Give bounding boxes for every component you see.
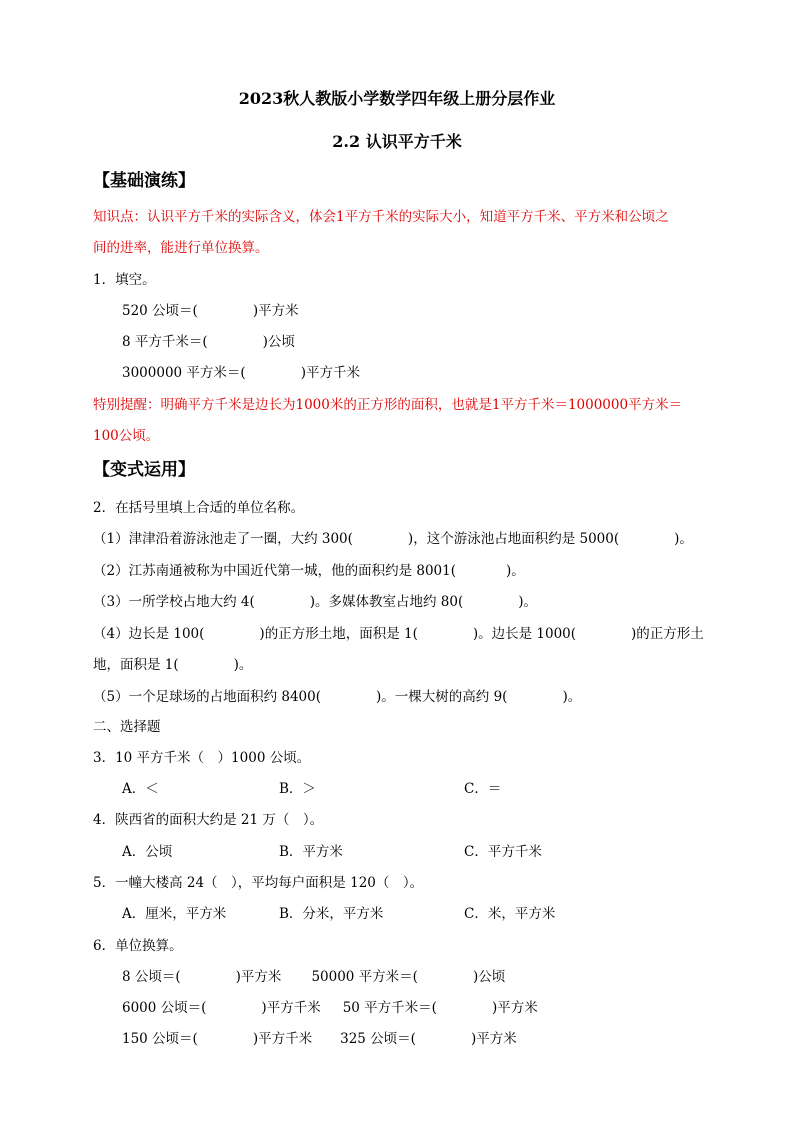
text: 6000 公顷＝( xyxy=(122,1000,207,1016)
text: )。边长是 1000( xyxy=(472,626,577,642)
question-3-option-a[interactable]: A．＜ xyxy=(122,781,159,797)
question-6-row-1 xyxy=(122,968,505,986)
text: （1）津津沿着游泳池走了一圈，大约 300( xyxy=(93,531,353,547)
section-variant-application: 【变式运用】 xyxy=(93,460,195,480)
question-2-line-5 xyxy=(93,688,581,706)
text: )。 xyxy=(233,657,253,673)
question-1-item-3 xyxy=(122,364,360,382)
text: （3）一所学校占地大约 4( xyxy=(93,594,255,610)
blank-prefix: 8 平方千米＝( xyxy=(122,334,208,350)
question-4-option-b[interactable]: B．平方米 xyxy=(279,844,343,860)
question-1-title: 1．填空。 xyxy=(93,272,156,288)
blank-suffix: )公顷 xyxy=(262,334,295,350)
question-5-option-b[interactable]: B．分米，平方米 xyxy=(279,906,384,922)
tip-line-1: 特别提醒：明确平方千米是边长为1000米的正方形的面积，也就是1平方千米＝1000000平方米＝ xyxy=(93,397,683,413)
text: )公顷 xyxy=(472,969,506,985)
part-2-heading: 二、选择题 xyxy=(93,719,161,735)
text: 50000 平方米＝( xyxy=(311,969,418,985)
question-1-item-1 xyxy=(122,302,299,320)
question-6-row-3 xyxy=(122,1030,517,1048)
text: )。一棵大树的高约 9( xyxy=(376,689,508,705)
question-3-option-b[interactable]: B．＞ xyxy=(279,781,316,797)
text: （4）边长是 100( xyxy=(93,626,205,642)
section-basic-practice: 【基础演练】 xyxy=(93,171,195,191)
question-5-stem: 5．一幢大楼高 24（ ），平均每户面积是 120（ ）。 xyxy=(93,875,424,891)
text: （2）江苏南通被称为中国近代第一城，他的面积约是 8001( xyxy=(93,563,457,579)
question-2-title: 2．在括号里填上合适的单位名称。 xyxy=(93,500,305,516)
text: )的正方形土 xyxy=(631,626,704,642)
question-2-line-2 xyxy=(93,562,525,580)
text: )平方千米 xyxy=(261,1000,321,1016)
question-1-item-2 xyxy=(122,333,295,351)
knowledge-point-line-2: 间的进率，能进行单位换算。 xyxy=(93,240,269,256)
page-title: 2023秋人教版小学数学四年级上册分层作业 xyxy=(238,89,556,108)
blank-prefix: 520 公顷＝( xyxy=(122,303,198,319)
question-4-stem: 4．陕西省的面积大约是 21 万（ ）。 xyxy=(93,812,324,828)
text: （5）一个足球场的占地面积约 8400( xyxy=(93,689,322,705)
text: 地，面积是 1( xyxy=(93,657,179,673)
question-5-option-c[interactable]: C．米，平方米 xyxy=(464,906,556,922)
text: )。 xyxy=(562,689,582,705)
question-5-option-a[interactable]: A．厘米，平方米 xyxy=(122,906,227,922)
tip-line-2: 100公顷。 xyxy=(93,428,160,444)
text: )。多媒体教室占地约 80( xyxy=(309,594,464,610)
text: )，这个游泳池占地面积约是 5000( xyxy=(407,531,620,547)
text: )平方米 xyxy=(470,1031,517,1047)
text: 325 公顷＝( xyxy=(340,1031,416,1047)
text: 50 平方千米＝( xyxy=(342,1000,437,1016)
text: )平方千米 xyxy=(252,1031,313,1047)
question-2-line-3 xyxy=(93,593,537,611)
question-2-line-4 xyxy=(93,625,704,643)
text: )。 xyxy=(674,531,693,547)
blank-prefix: 3000000 平方米＝( xyxy=(122,365,246,381)
question-3-stem: 3．10 平方千米（ ）1000 公顷。 xyxy=(93,750,311,766)
question-3-option-c[interactable]: C．＝ xyxy=(464,781,502,797)
text: 8 公顷＝( xyxy=(122,969,181,985)
page-subtitle: 2.2 认识平方千米 xyxy=(332,132,462,151)
text: )。 xyxy=(518,594,538,610)
blank-suffix: )平方千米 xyxy=(300,365,360,381)
question-2-line-4-cont xyxy=(93,656,252,674)
question-4-option-c[interactable]: C．平方千米 xyxy=(464,844,542,860)
question-6-title: 6．单位换算。 xyxy=(93,938,183,954)
question-2-line-1 xyxy=(93,530,693,548)
question-4-option-a[interactable]: A．公顷 xyxy=(122,844,173,860)
text: )。 xyxy=(506,563,525,579)
knowledge-point-line-1: 知识点：认识平方千米的实际含义，体会1平方千米的实际大小，知道平方千米、平方米和公顷之 xyxy=(93,209,669,225)
question-6-row-2 xyxy=(122,999,538,1017)
text: )平方米 xyxy=(491,1000,538,1016)
blank-suffix: )平方米 xyxy=(252,303,299,319)
text: )平方米 xyxy=(235,969,282,985)
text: )的正方形土地，面积是 1( xyxy=(259,626,418,642)
text: 150 公顷＝( xyxy=(122,1031,198,1047)
